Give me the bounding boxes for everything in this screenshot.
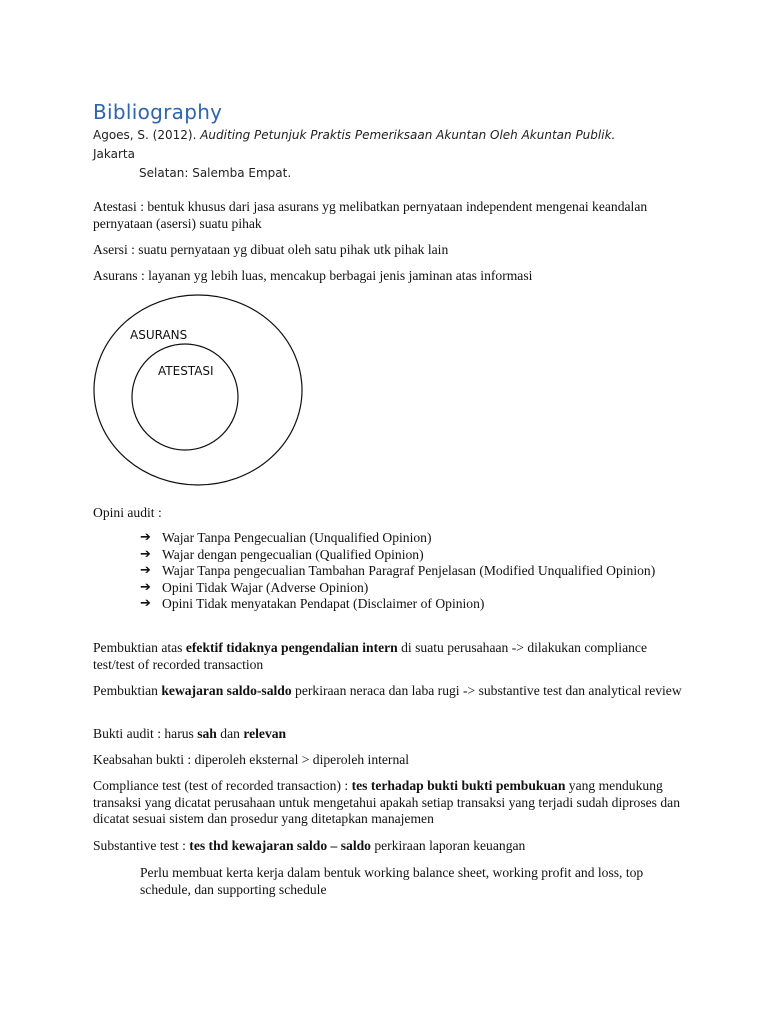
text-segment: dan: [216, 726, 244, 741]
definition-asurans: Asurans : layanan yg lebih luas, mencakup berbagai jenis jaminan atas informasi: [93, 268, 533, 283]
bold-text: efektif tidaknya pengendalian intern: [185, 640, 398, 655]
definition-asersi: Asersi : suatu pernyataan yg dibuat oleh satu pihak utk pihak lain: [93, 242, 449, 257]
arrow-icon: ➔: [140, 563, 151, 578]
atestasi-label: ATESTASI: [158, 364, 214, 378]
arrow-icon: ➔: [140, 530, 151, 545]
list-item: [140, 547, 660, 564]
list-item: [140, 580, 660, 597]
text-segment: Pembuktian atas: [93, 640, 186, 655]
bibliography-line-2: Selatan: Salemba Empat.: [139, 166, 292, 180]
bibliography-line-1: [93, 126, 653, 164]
keabsahan-bukti: Keabsahan bukti : diperoleh eksternal > diperoleh internal: [93, 752, 410, 767]
text-segment: Pembuktian: [93, 683, 162, 698]
kertas-kerja-note: Perlu membuat kerta kerja dalam bentuk working balance sheet, working profit and loss, top schedule, dan supporting schedule: [140, 865, 644, 897]
opini-item-text: Wajar Tanpa Pengecualian (Unqualified Opinion): [162, 530, 432, 545]
pembuktian-pengendalian: [93, 640, 683, 673]
opini-item-text: Opini Tidak Wajar (Adverse Opinion): [162, 579, 369, 595]
bold-text: kewajaran saldo-saldo: [161, 683, 292, 698]
list-item: [140, 563, 660, 580]
arrow-icon: ➔: [140, 579, 151, 595]
asurans-atestasi-diagram: [88, 290, 310, 490]
definition-atestasi: Atestasi : bentuk khusus dari jasa asurans yg melibatkan pernyataan independent mengenai keandalan pernyataan (asersi) suatu pihak: [93, 199, 648, 231]
opini-item-text: Wajar Tanpa pengecualian Tambahan Paragraf Penjelasan (Modified Unqualified Opinion): [162, 563, 656, 578]
bold-text: tes thd kewajaran saldo – saldo: [189, 838, 371, 853]
list-item: [140, 530, 660, 547]
atestasi-circle: [132, 344, 238, 450]
bold-text: sah: [197, 726, 217, 741]
bold-text: tes terhadap bukti bukti pembukuan: [351, 778, 566, 793]
text-segment: perkiraan neraca dan laba rugi -> substantive test dan analytical review: [291, 683, 682, 698]
arrow-icon: ➔: [140, 596, 151, 611]
opini-item-text: Opini Tidak menyatakan Pendapat (Disclaimer of Opinion): [162, 596, 485, 611]
arrow-icon: ➔: [140, 546, 151, 562]
substantive-test: [93, 838, 683, 855]
list-item: [140, 596, 660, 613]
text-segment: Bukti audit : harus: [93, 726, 198, 741]
asurans-circle: [94, 295, 302, 485]
bold-text: relevan: [243, 726, 287, 741]
text-segment: perkiraan laporan keuangan: [370, 838, 526, 853]
bibliography-title: Auditing Petunjuk Praktis Pemeriksaan Akuntan Oleh Akuntan Publik.: [200, 128, 616, 142]
bibliography-entry: [93, 126, 653, 183]
text-segment: di suatu perusahaan -> dilakukan compliance test/test of recorded transaction: [93, 640, 647, 672]
opini-audit-title: Opini audit :: [93, 505, 162, 520]
pembuktian-kewajaran: [93, 683, 683, 700]
text-segment: Compliance test (test of recorded transaction) :: [93, 778, 352, 793]
asurans-label: ASURANS: [130, 328, 188, 342]
bibliography-heading: Bibliography: [93, 100, 223, 124]
text-segment: Substantive test :: [93, 838, 190, 853]
opini-item-text: Wajar dengan pengecualian (Qualified Opinion): [162, 546, 424, 562]
compliance-test: [93, 778, 683, 828]
text-segment: yang mendukung transaksi yang dicatat perusahaan untuk mengetahui apakah setiap transaksi yang terjadi sudah diproses dan dicatat sesuai sistem dan prosedur yang ditetapkan manajemen: [93, 778, 680, 826]
bibliography-author-year: Agoes, S. (2012).: [93, 128, 201, 142]
bibliography-place: Jakarta: [93, 147, 135, 161]
opini-list: [140, 530, 660, 613]
bukti-audit: [93, 726, 683, 743]
